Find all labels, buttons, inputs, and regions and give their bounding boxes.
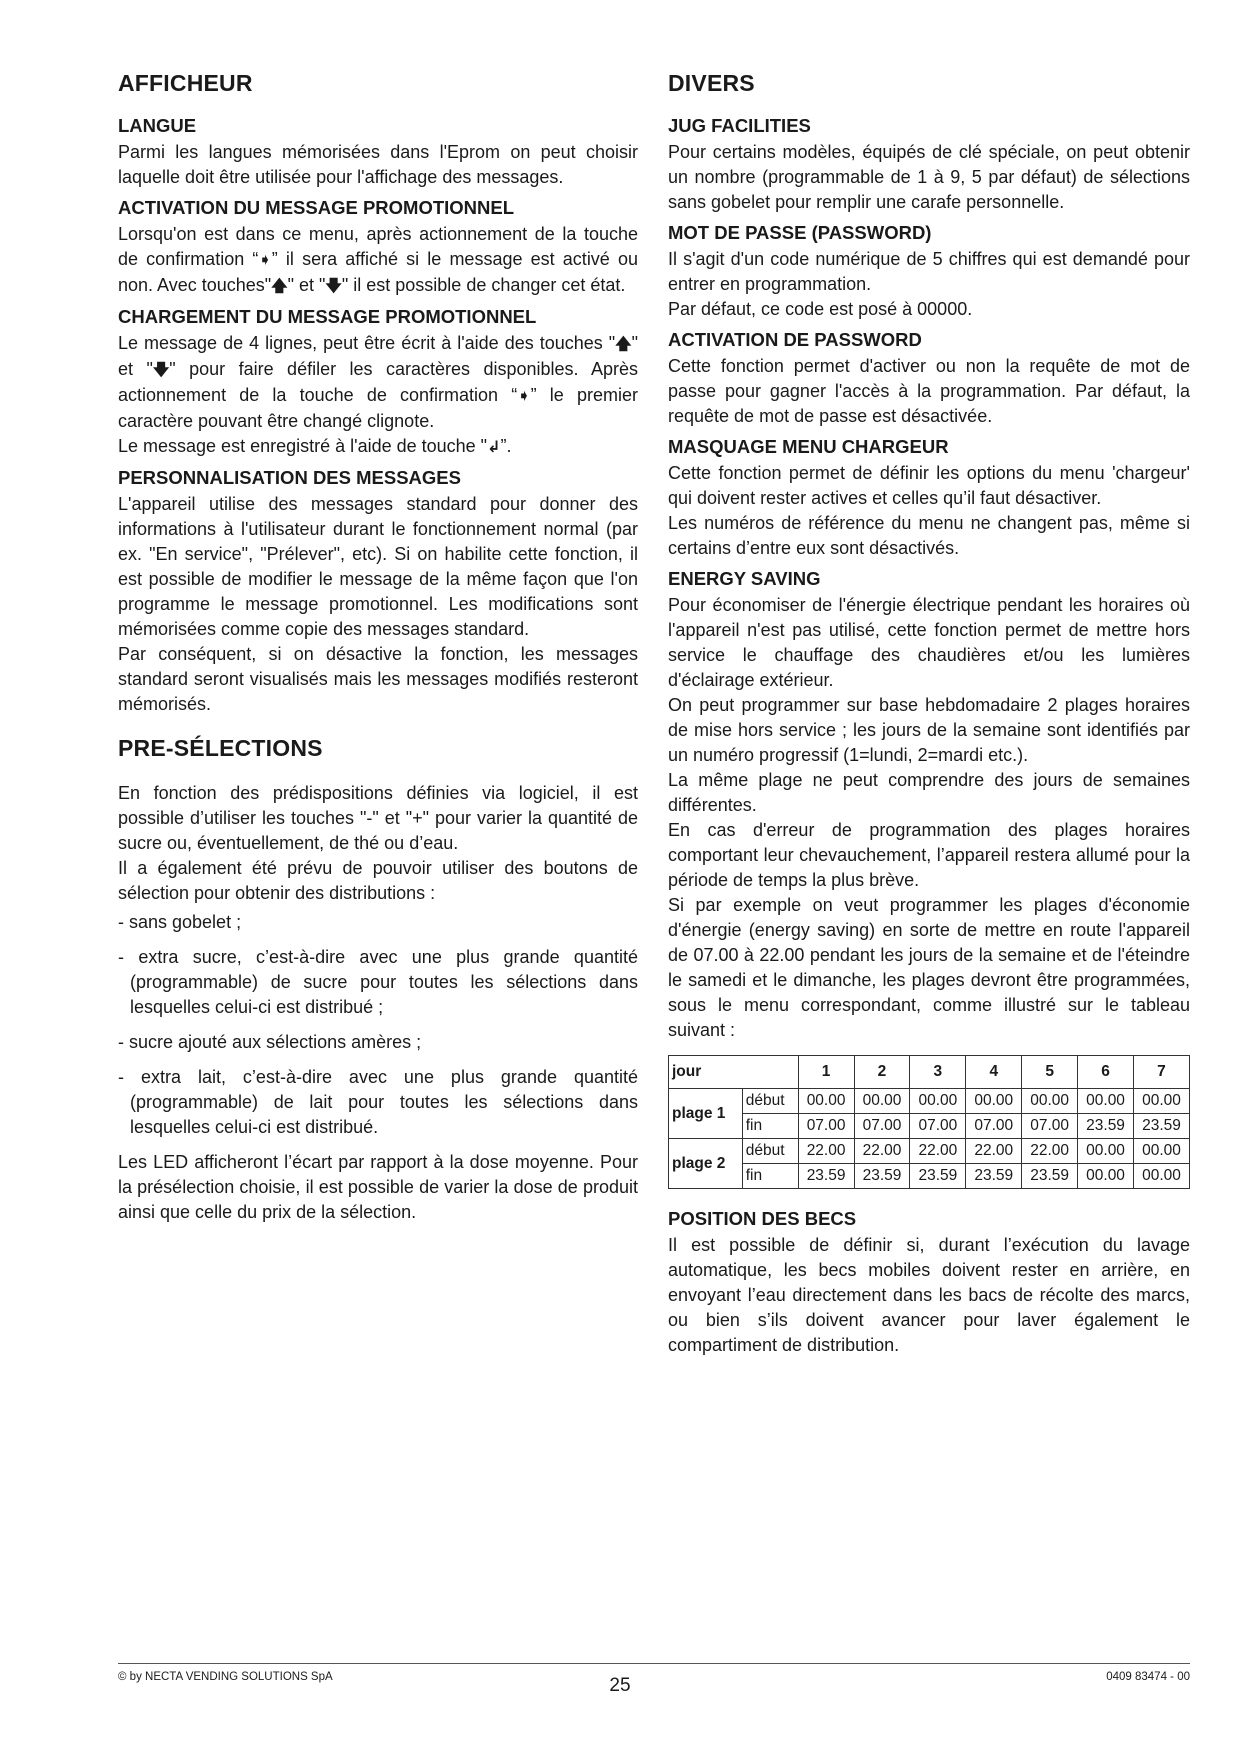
footer-document-code: 0409 83474 - 00 [1106,1671,1190,1683]
heading-position-becs: POSITION DES BECS [668,1208,857,1229]
table-cell: 23.59 [966,1164,1022,1189]
energy-schedule-table [668,1055,1190,1189]
table-cell: 00.00 [1078,1089,1134,1114]
plage-label: plage 1 [669,1089,743,1139]
down-arrow-icon: 🡇 [325,278,342,295]
table-cell: 07.00 [798,1114,854,1139]
section-title-preselections: PRE-SÉLECTIONS [118,735,323,761]
paragraph-jug-facilities: Pour certains modèles, équipés de clé spéciale, on peut obtenir un nombre (programmable de 1 à 9, 5 par défaut) de sélections sans gobelet pour remplir une carafe personnelle. [668,142,1190,212]
list-item: - extra sucre, c’est-à-dire avec une plus grande quantité (programmable) de sucre pour toutes les sélections dans lesquelles celui-ci est distribué ; [118,947,638,1017]
table-cell: 07.00 [910,1114,966,1139]
table-cell: 22.00 [798,1139,854,1164]
table-cell: 00.00 [1022,1089,1078,1114]
paragraph-preselections-2: Il a également été prévu de pouvoir utiliser des boutons de sélection pour obtenir des distributions : [118,858,638,903]
heading-chargement-message: CHARGEMENT DU MESSAGE PROMOTIONNEL [118,306,537,327]
table-row [669,1089,1190,1114]
table-cell: 23.59 [1133,1114,1189,1139]
table-cell: 07.00 [966,1114,1022,1139]
right-column [668,60,1190,1358]
footer-divider [118,1663,1190,1664]
heading-activation-password: ACTIVATION DE PASSWORD [668,329,922,350]
table-cell: 23.59 [854,1164,910,1189]
list-item: - sans gobelet ; [118,912,242,932]
table-header-row [669,1056,1190,1089]
paragraph-masquage-1: Cette fonction permet de définir les options du menu 'chargeur' qui doivent rester actives et celles qu’il faut désactiver. [668,463,1190,508]
heading-jug-facilities: JUG FACILITIES [668,115,811,136]
table-cell: 07.00 [1022,1114,1078,1139]
table-cell: 22.00 [854,1139,910,1164]
row-label: fin [742,1164,798,1189]
section-title-divers: DIVERS [668,70,755,96]
table-cell: 07.00 [854,1114,910,1139]
day-header: 6 [1078,1056,1134,1089]
heading-masquage-menu: MASQUAGE MENU CHARGEUR [668,436,949,457]
confirm-arrow-icon: ➧ [258,252,272,269]
heading-activation-message: ACTIVATION DU MESSAGE PROMOTIONNEL [118,197,515,218]
table-row [669,1114,1190,1139]
paragraph-energy-5: Si par exemple on veut programmer les plages d'économie d'énergie (energy saving) en sorte de mettre en route l'appareil de 07.00 à 22.00 pendant les jours de la semaine et de l'éteindre le samedi et le dimanche, les plages devront être programmées, sous le menu correspondant, comme illustré sur le tableau suivant : [668,895,1190,1040]
day-header: 7 [1133,1056,1189,1089]
list-item: - sucre ajouté aux sélections amères ; [118,1032,422,1052]
table-cell: 23.59 [910,1164,966,1189]
table-cell: 00.00 [798,1089,854,1114]
list-item: - extra lait, c’est-à-dire avec une plus grande quantité (programmable) de lait pour toutes les sélections dans lesquelles celui-ci est distribué. [118,1067,638,1137]
paragraph-energy-4: En cas d'erreur de programmation des plages horaires comportant leur chevauchement, l’appareil restera allumé pour la période de temps la plus brève. [668,820,1190,890]
paragraph-activation-password: Cette fonction permet d'activer ou non la requête de mot de passe pour gagner l'accès à la programmation. Par défaut, la requête de mot de passe est désactivée. [668,356,1190,426]
paragraph-mot-de-passe-1: Il s'agit d'un code numérique de 5 chiffres qui est demandé pour entrer en programmation. [668,249,1190,294]
up-arrow-icon: 🡅 [615,336,632,353]
table-cell: 00.00 [1133,1089,1189,1114]
day-header: 5 [1022,1056,1078,1089]
table-cell: 00.00 [1078,1139,1134,1164]
heading-langue: LANGUE [118,115,197,136]
enter-arrow-icon: ↲ [487,439,501,456]
paragraph-energy-1: Pour économiser de l'énergie électrique pendant les horaires où l'appareil n'est pas utilisé, cette fonction permet de mettre hors service le chauffage des chaudières et/ou les lumières d'éclairage extérieur. [668,595,1190,690]
confirm-arrow-icon: ➧ [517,388,531,405]
plage-label: plage 2 [669,1139,743,1189]
paragraph-personnalisation-1: L'appareil utilise des messages standard pour donner des informations à l'utilisateur durant le fonctionnement normal (par ex. "En service", "Prélever", etc). Si on habilite cette fonction, il est possible de modifier le message de la même façon que l'on programme le message promotionnel. Les modifications sont mémorisées comme copie des messages standard. [118,494,638,639]
page-number: 25 [609,1675,631,1696]
heading-personnalisation: PERSONNALISATION DES MESSAGES [118,467,461,488]
table-cell: 00.00 [854,1089,910,1114]
table-cell: 23.59 [1022,1164,1078,1189]
row-label: fin [742,1114,798,1139]
table-cell: 00.00 [1133,1139,1189,1164]
table-row [669,1164,1190,1189]
table-cell: 00.00 [1133,1164,1189,1189]
paragraph-masquage-2: Les numéros de référence du menu ne changent pas, même si certains d’entre eux sont désactivés. [668,513,1190,558]
day-header: 3 [910,1056,966,1089]
section-title-afficheur: AFFICHEUR [118,70,253,96]
table-cell: 22.00 [1022,1139,1078,1164]
table-cell: 23.59 [798,1164,854,1189]
row-label: début [742,1089,798,1114]
down-arrow-icon: 🡇 [152,362,170,379]
paragraph-preselections-1: En fonction des prédispositions définies via logiciel, il est possible d’utiliser les touches "-" et "+" pour varier la quantité de sucre ou, éventuellement, de thé ou d’eau. [118,783,638,853]
paragraph-activation-message: Lorsqu'on est dans ce menu, après actionnement de la touche de confirmation “➧” il sera affiché si le message est activé ou non. Avec touches"🡅" et "🡇" il est possible de changer cet état. [118,224,638,295]
table-row [669,1139,1190,1164]
table-cell: 23.59 [1078,1114,1134,1139]
day-header: 2 [854,1056,910,1089]
paragraph-preselections-3: Les LED afficheront l’écart par rapport à la dose moyenne. Pour la présélection choisie, il est possible de varier la dose de produit ainsi que celle du prix de la sélection. [118,1152,638,1222]
paragraph-energy-2: On peut programmer sur base hebdomadaire 2 plages horaires de mise hors service ; les jours de la semaine sont identifiés par un numéro progressif (1=lundi, 2=mardi etc.). [668,695,1190,765]
up-arrow-icon: 🡅 [271,278,288,295]
table-cell: 00.00 [910,1089,966,1114]
paragraph-langue: Parmi les langues mémorisées dans l'Eprom on peut choisir laquelle doit être utilisée pour l'affichage des messages. [118,142,638,187]
heading-mot-de-passe: MOT DE PASSE (PASSWORD) [668,222,932,243]
row-label: début [742,1139,798,1164]
paragraph-position-becs: Il est possible de définir si, durant l’exécution du lavage automatique, les becs mobiles doivent rester en arrière, en envoyant l’eau directement dans les bacs de récolte des marcs, ou bien s’ils doivent avancer pour laver également le compartiment de distribution. [668,1235,1190,1355]
day-header: 4 [966,1056,1022,1089]
table-cell: 22.00 [910,1139,966,1164]
day-header: 1 [798,1056,854,1089]
heading-energy-saving: ENERGY SAVING [668,568,821,589]
paragraph-energy-3: La même plage ne peut comprendre des jours de semaines différentes. [668,770,1190,815]
table-cell: 00.00 [1078,1164,1134,1189]
paragraph-mot-de-passe-2: Par défaut, ce code est posé à 00000. [668,299,973,319]
table-cell: 00.00 [966,1089,1022,1114]
paragraph-personnalisation-2: Par conséquent, si on désactive la fonction, les messages standard seront visualisés mais les messages modifiés resteront mémorisés. [118,644,638,714]
left-column [118,60,638,1225]
table-corner-cell: jour [669,1056,799,1089]
table-cell: 22.00 [966,1139,1022,1164]
paragraph-chargement-message: Le message de 4 lignes, peut être écrit à l'aide des touches "🡅" et "🡇" pour faire défiler les caractères disponibles. Après actionnement de la touche de confirmation “➧” le premier caractère pouvant être changé clignote. Le message est enregistré à l'aide de touche "↲”. [118,333,638,456]
footer-copyright: © by NECTA VENDING SOLUTIONS SpA [118,1671,333,1683]
